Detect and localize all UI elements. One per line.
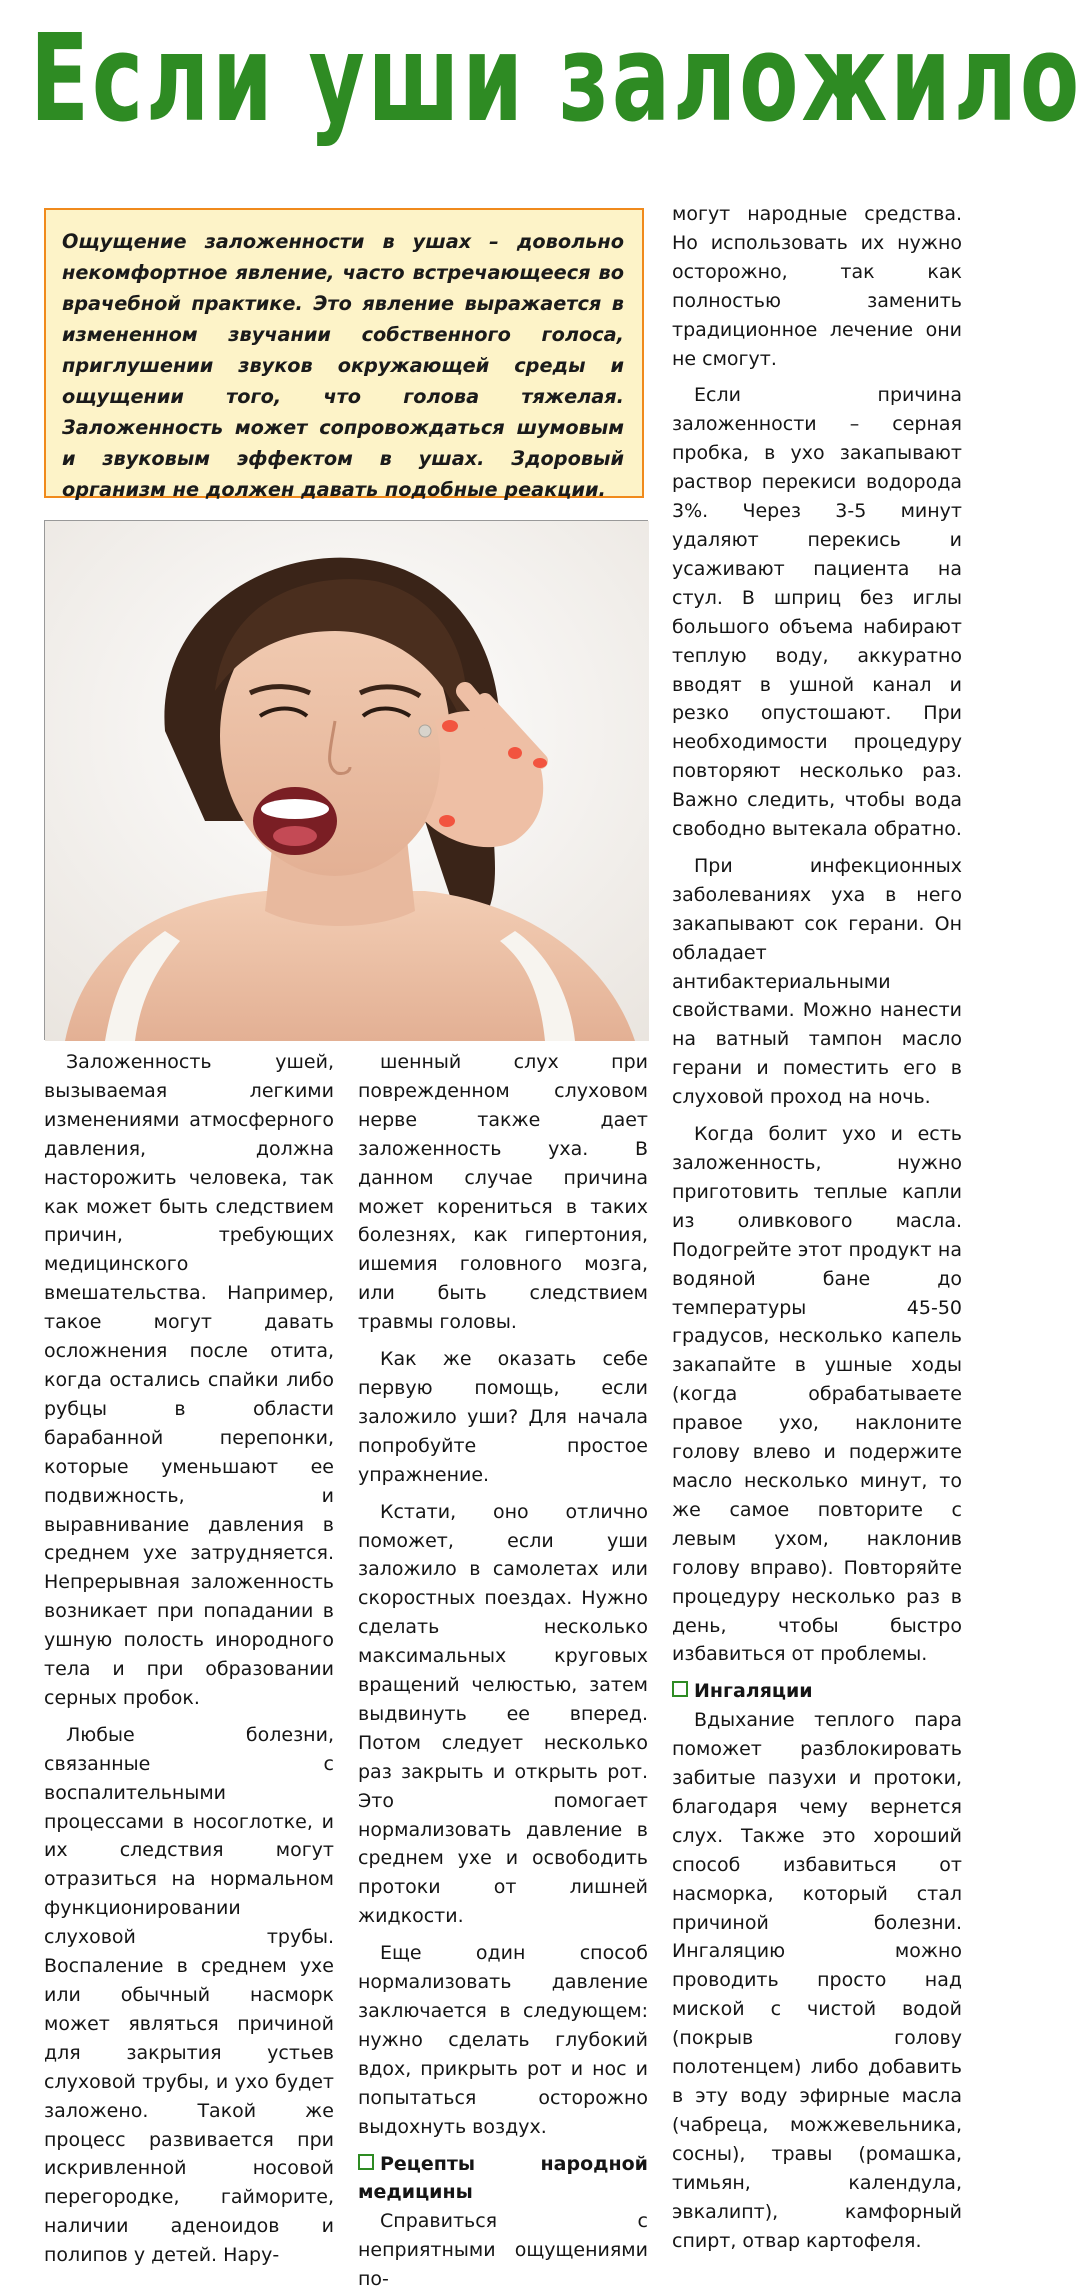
paragraph: Еще один способ нормализовать давление заключается в следующем: нужно сделать глубокий вдох, прикрыть рот и нос и попытаться осторожно выдохнуть воздух. <box>358 1942 648 2138</box>
article-title: Если уши заложило <box>30 10 1082 149</box>
checkbox-bullet-icon <box>672 1681 688 1697</box>
heading-text: Рецепты народной медицины <box>358 2152 648 2204</box>
paragraph: Заложенность ушей, вызываемая легкими изменениями атмосферного давления, должна насторожить человека, так как может быть следствием причин, требующих медицинского вмешательства. Например, такое могут давать осложнения после отита, когда остались спайки либо рубцы в области барабанной перепонки, которые уменьшают ее подвижность, и выравнивание давления в среднем ухе затрудняется. Непрерывная заложенность возникает при попадании в ушную полость инородного тела и при образовании серных пробок. <box>44 1051 334 1709</box>
heading-text: Ингаляции <box>694 1680 813 1703</box>
paragraph: Справиться с неприятными ощущениями по- <box>358 2210 648 2291</box>
woman-illustration <box>45 521 649 1041</box>
paragraph: Как же оказать себе первую помощь, если заложило уши? Для начала попробуйте простое упражнение. <box>358 1348 648 1486</box>
paragraph: Если причина заложенности – серная пробка, в ухо закапывают раствор перекиси водорода 3%. Через 3-5 минут удаляют перекись и усаживают пациента на стул. В шприц без иглы большого объема набирают теплую воду, аккуратно вводят в ушной канал и резко опустошают. При необходимости процедуру повторяют несколько раз. Важно следить, чтобы вода свободно вытекала обратно. <box>672 384 962 841</box>
intro-box: Ощущение заложенности в ушах – довольно некомфортное явление, часто встречающееся во врачебной практике. Это явление выражается в измененном звучании собственного голоса, приглушении звуков окружающей среды и ощущении того, что голова тяжелая. Заложенность может сопровождаться шумовым и звуковым эффектом в ушах. Здоровый организм не должен давать подобные реакции. <box>44 208 644 498</box>
paragraph: могут народные средства. Но использовать их нужно осторожно, так как полностью заменить традиционное лечение они не смогут. <box>672 203 962 370</box>
paragraph: Любые болезни, связанные с воспалительными процессами в носоглотке, и их следствия могут отразиться на нормальном функционировании слуховой трубы. Воспаление в среднем ухе или обычный насморк может являться причиной для закрытия устьев слуховой трубы, и ухо будет заложено. Такой же процесс развивается при искривленной носовой перегородке, гайморите, наличии аденоидов и полипов у детей. Нару- <box>44 1723 334 2267</box>
paragraph: Вдыхание теплого пара поможет разблокировать забитые пазухи и протоки, благодаря чему вернется слух. Также это хороший способ избавиться от насморка, который стал причиной болезни. Ингаляцию можно проводить просто над миской с чистой водой (покрыв голову полотенцем) либо добавить в эту воду эфирные масла (чабреца, можжевельника, сосны), травы (ромашка, тимьян, календула, эвкалипт), камфорный спирт, отвар картофеля. <box>672 1709 962 2252</box>
section-heading-inhalations <box>672 1677 962 1706</box>
paragraph: Когда болит ухо и есть заложенность, нужно приготовить теплые капли из оливкового масла. Подогрейте этот продукт на водяной бане до температуры 45-50 градусов, несколько капель закапайте в ушные ходы (когда обрабатываете правое ухо, наклоните голову влево и подержите масло несколько минут, то же самое повторите с левым ухом, наклонив голову вправо). Повторяйте процедуру несколько раз в день, чтобы быстро избавиться от проблемы. <box>672 1123 962 1666</box>
column-3 <box>672 200 962 2252</box>
column-1 <box>44 1048 334 2267</box>
paragraph: шенный слух при поврежденном слуховом нерве также дает заложенность уха. В данном случае причина может корениться в таких болезнях, как гипертония, ишемия головного мозга, или быть следствием травмы головы. <box>358 1051 648 1334</box>
paragraph: При инфекционных заболеваниях уха в него закапывают сок герани. Он обладает антибактериальными свойствами. Можно нанести на ватный тампон масло герани и поместить его в слуховой проход на ночь. <box>672 854 962 1109</box>
section-heading-recipes <box>358 2150 648 2208</box>
woman-photo <box>44 520 648 1040</box>
column-2 <box>358 1048 648 2291</box>
paragraph: Кстати, оно отлично поможет, если уши заложило в самолетах или скоростных поездах. Нужно сделать несколько максимальных круговых вращений челюстью, затем выдвинуть ее вперед. Потом следует несколько раз закрыть и открыть рот. Это помогает нормализовать давление в среднем ухе и освободить протоки от лишней жидкости. <box>358 1500 648 1928</box>
checkbox-bullet-icon <box>358 2154 374 2170</box>
